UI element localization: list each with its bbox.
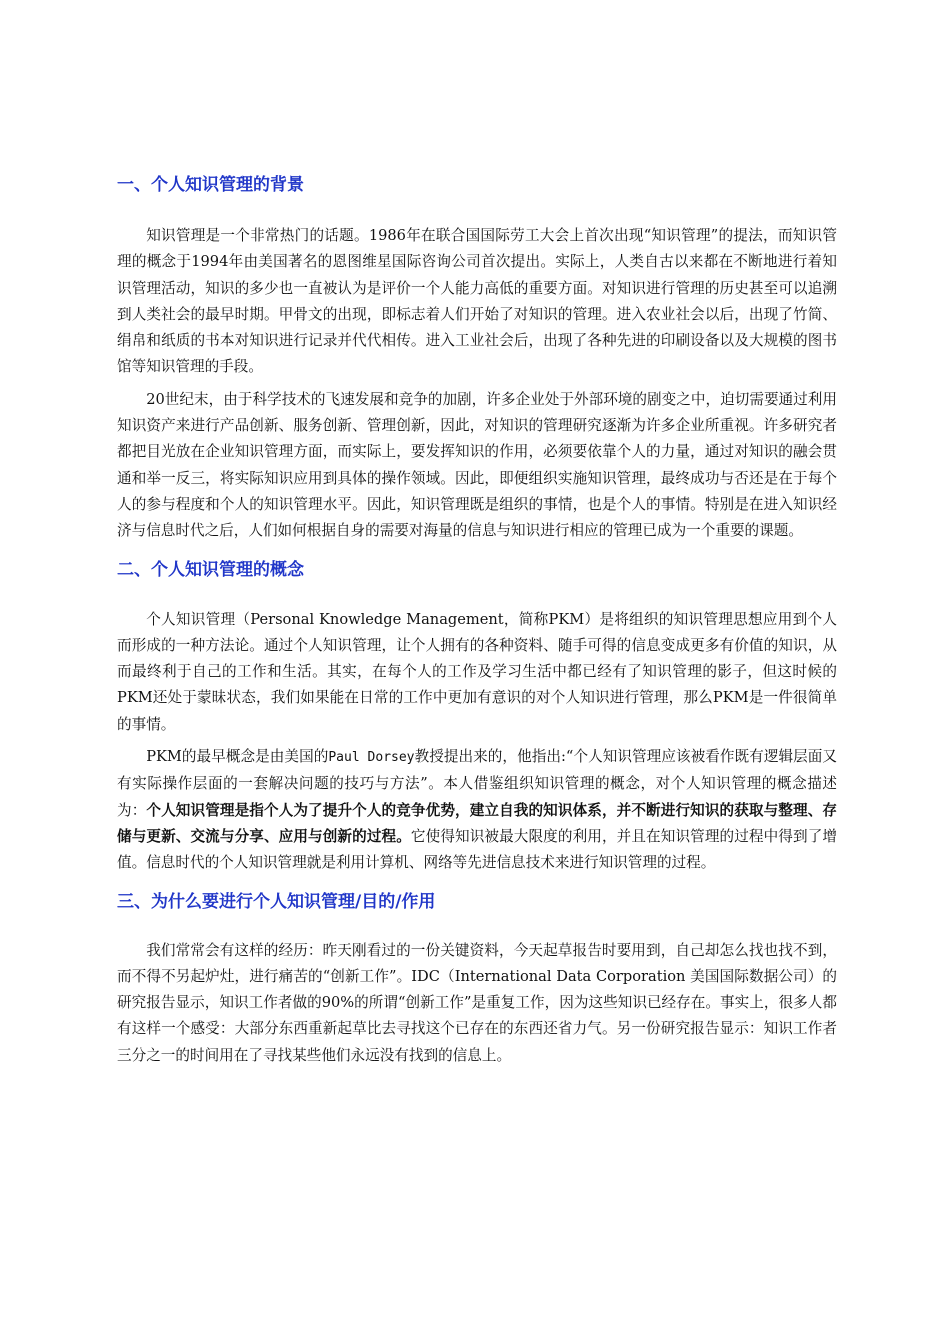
paragraph: 我们常常会有这样的经历：昨天刚看过的一份关键资料，今天起草报告时要用到，自己却怎么找也找不到，而不得不另起炉灶，进行痛苦的“创新工作”。IDC（International Data Corporation 美国国际数据公司）的研究报告显示，知识工作者做的90%的所谓“创新工作”是重复工作，因为这些知识已经存在。事实上，很多人都有这样一个感受：大部分东西重新起草比去寻找这个已存在的东西还省力气。另一份研究报告显示：知识工作者三分之一的时间用在了寻找某些他们永远没有找到的信息上。 [117,941,837,1064]
paragraph: 个人知识管理（Personal Knowledge Management，简称PKM）是将组织的知识管理思想应用到个人而形成的一种方法论。通过个人知识管理，让个人拥有的各种资料、随手可得的信息变成更多有价值的知识，从而最终利于自己的工作和生活。其实，在每个人的工作及学习生活中都已经有了知识管理的影子，但这时候的PKM还处于蒙昧状态，我们如果能在日常的工作中更加有意识的对个人知识进行管理，那么PKM是一件很简单的事情。 [117,610,837,733]
text-run: 教授提出来的，他指出:“个人知识管理应该被看作既有逻辑层面又有实际操作层面的一套解决问题的技巧与方法”。本人借鉴组织知识管理的概念，对个人知识管理的概念描述为： [117,748,838,819]
paragraph [117,744,837,876]
paragraph: 20世纪末，由于科学技术的飞速发展和竞争的加剧，许多企业处于外部环境的剧变之中，迫切需要通过利用知识资产来进行产品创新、服务创新、管理创新，因此，对知识的管理研究逐渐为许多企业所重视。许多研究者都把目光放在企业知识管理方面，而实际上，要发挥知识的作用，必须要依靠个人的力量，通过对知识的融会贯通和举一反三，将实际知识应用到具体的操作领域。因此，即便组织实施知识管理，最终成功与否还是在于每个人的参与程度和个人的知识管理水平。因此，知识管理既是组织的事情，也是个人的事情。特别是在进入知识经济与信息时代之后，人们如何根据自身的需要对海量的信息与知识进行相应的管理已成为一个重要的课题。 [117,390,837,540]
person-name: Paul Dorsey [328,750,415,766]
section-heading-purpose: 三、为什么要进行个人知识管理/目的/作用 [117,891,436,912]
section-heading-concept: 二、个人知识管理的概念 [117,559,304,580]
definition-bold: 个人知识管理是指个人为了提升个人的竞争优势，建立自我的知识体系，并不断进行知识的获取与整理、存储与更新、交流与分享、应用与创新的过程。 [117,801,837,845]
document-page [117,170,837,1069]
paragraph: 知识管理是一个非常热门的话题。1986年在联合国国际劳工大会上首次出现“知识管理”的提法，而知识管理的概念于1994年由美国著名的恩图维星国际咨询公司首次提出。实际上，人类自古以来都在不断地进行着知识管理活动，知识的多少也一直被认为是评价一个人能力高低的重要方面。对知识进行管理的历史甚至可以追溯到人类社会的最早时期。甲骨文的出现，即标志着人们开始了对知识的管理。进入农业社会以后，出现了竹简、绢帛和纸质的书本对知识进行记录并代代相传。进入工业社会后，出现了各种先进的印刷设备以及大规模的图书馆等知识管理的手段。 [117,227,837,376]
text-run: PKM的最早概念是由美国的 [146,748,329,766]
text-run: 它使得知识被最大限度的利用，并且在知识管理的过程中得到了增值。信息时代的个人知识管理就是利用计算机、网络等先进信息技术来进行知识管理的过程。 [117,827,837,872]
section-heading-background: 一、个人知识管理的背景 [117,175,304,195]
